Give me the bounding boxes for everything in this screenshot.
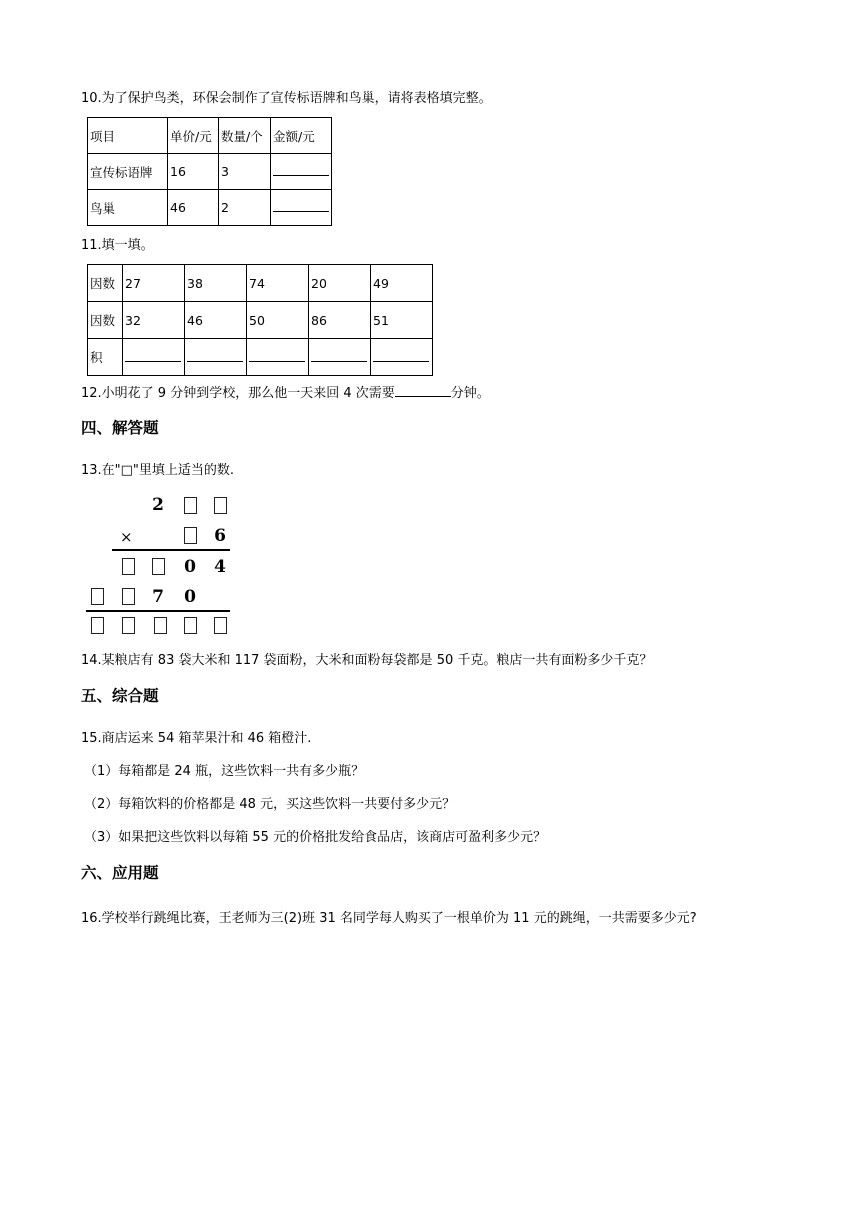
blank-box[interactable]: [122, 617, 135, 634]
question-11: 11.填一填。: [81, 238, 154, 253]
times-sign: ×: [120, 528, 133, 546]
table-cell: 3: [219, 154, 271, 190]
sum-line: [86, 610, 230, 612]
blank-box[interactable]: [91, 617, 104, 634]
section-heading-4: 四、解答题: [81, 419, 159, 437]
table-cell: 50: [247, 302, 309, 339]
product-blank[interactable]: [247, 339, 309, 376]
table-cell: 74: [247, 265, 309, 302]
blank-box[interactable]: [184, 617, 197, 634]
amount-blank[interactable]: [271, 154, 332, 190]
bird-item-table: [87, 117, 332, 226]
digit: 0: [184, 557, 196, 577]
section-heading-5: 五、综合题: [81, 687, 159, 705]
row-label: 因数: [88, 265, 123, 302]
table-cell: 2: [219, 190, 271, 226]
table-cell: 32: [123, 302, 185, 339]
answer-blank[interactable]: [395, 384, 451, 397]
table-cell: 鸟巢: [88, 190, 168, 226]
product-blank[interactable]: [371, 339, 433, 376]
product-line: [112, 549, 230, 551]
blank-box[interactable]: [214, 497, 227, 514]
header-price: 单价/元: [168, 118, 219, 154]
table-cell: 49: [371, 265, 433, 302]
header-qty: 数量/个: [219, 118, 271, 154]
question-15-part-1: （1）每箱都是 24 瓶，这些饮料一共有多少瓶？: [84, 764, 365, 779]
digit: 4: [214, 557, 226, 577]
product-blank[interactable]: [123, 339, 185, 376]
digit: 0: [184, 587, 196, 607]
question-12-text: 12.小明花了 9 分钟到学校，那么他一天来回 4 次需要: [81, 386, 395, 401]
digit: 6: [214, 526, 226, 546]
question-10: 10.为了保护鸟类，环保会制作了宣传标语牌和鸟巢，请将表格填完整。: [81, 91, 492, 106]
row-label: 积: [88, 339, 123, 376]
row-label: 因数: [88, 302, 123, 339]
blank-box[interactable]: [184, 527, 197, 544]
question-15: 15.商店运来 54 箱苹果汁和 46 箱橙汁.: [81, 731, 312, 746]
question-12-unit: 分钟。: [450, 386, 490, 401]
blank-box[interactable]: [154, 617, 167, 634]
table-cell: 38: [185, 265, 247, 302]
header-item: 项目: [88, 118, 168, 154]
amount-blank[interactable]: [271, 190, 332, 226]
question-14: 14.某粮店有 83 袋大米和 117 袋面粉，大米和面粉每袋都是 50 千克。粮店一共有面粉多少千克？: [81, 653, 653, 668]
blank-box[interactable]: [122, 588, 135, 605]
blank-box[interactable]: [214, 617, 227, 634]
table-cell: 20: [309, 265, 371, 302]
question-15-part-3: （3）如果把这些饮料以每箱 55 元的价格批发给食品店，该商店可盈利多少元？: [84, 830, 547, 845]
blank-box[interactable]: [91, 588, 104, 605]
product-blank[interactable]: [185, 339, 247, 376]
table-cell: 51: [371, 302, 433, 339]
digit: 7: [152, 587, 164, 607]
table-cell: 27: [123, 265, 185, 302]
table-cell: 86: [309, 302, 371, 339]
table-cell: 46: [168, 190, 219, 226]
blank-box[interactable]: [122, 558, 135, 575]
blank-box[interactable]: [184, 497, 197, 514]
product-blank[interactable]: [309, 339, 371, 376]
question-13: 13.在"□"里填上适当的数.: [81, 463, 235, 478]
table-cell: 宣传标语牌: [88, 154, 168, 190]
table-cell: 16: [168, 154, 219, 190]
table-cell: 46: [185, 302, 247, 339]
question-16: 16.学校举行跳绳比赛，王老师为三(2)班 31 名同学每人购买了一根单价为 11 元的跳绳，一共需要多少元?: [81, 911, 697, 926]
blank-box[interactable]: [152, 558, 165, 575]
question-12: [81, 384, 490, 403]
header-amount: 金额/元: [271, 118, 332, 154]
factor-table: [87, 264, 433, 376]
section-heading-6: 六、应用题: [81, 864, 159, 882]
digit: 2: [152, 495, 164, 515]
question-15-part-2: （2）每箱饮料的价格都是 48 元，买这些饮料一共要付多少元？: [84, 797, 456, 812]
vertical-multiplication: [86, 490, 232, 635]
